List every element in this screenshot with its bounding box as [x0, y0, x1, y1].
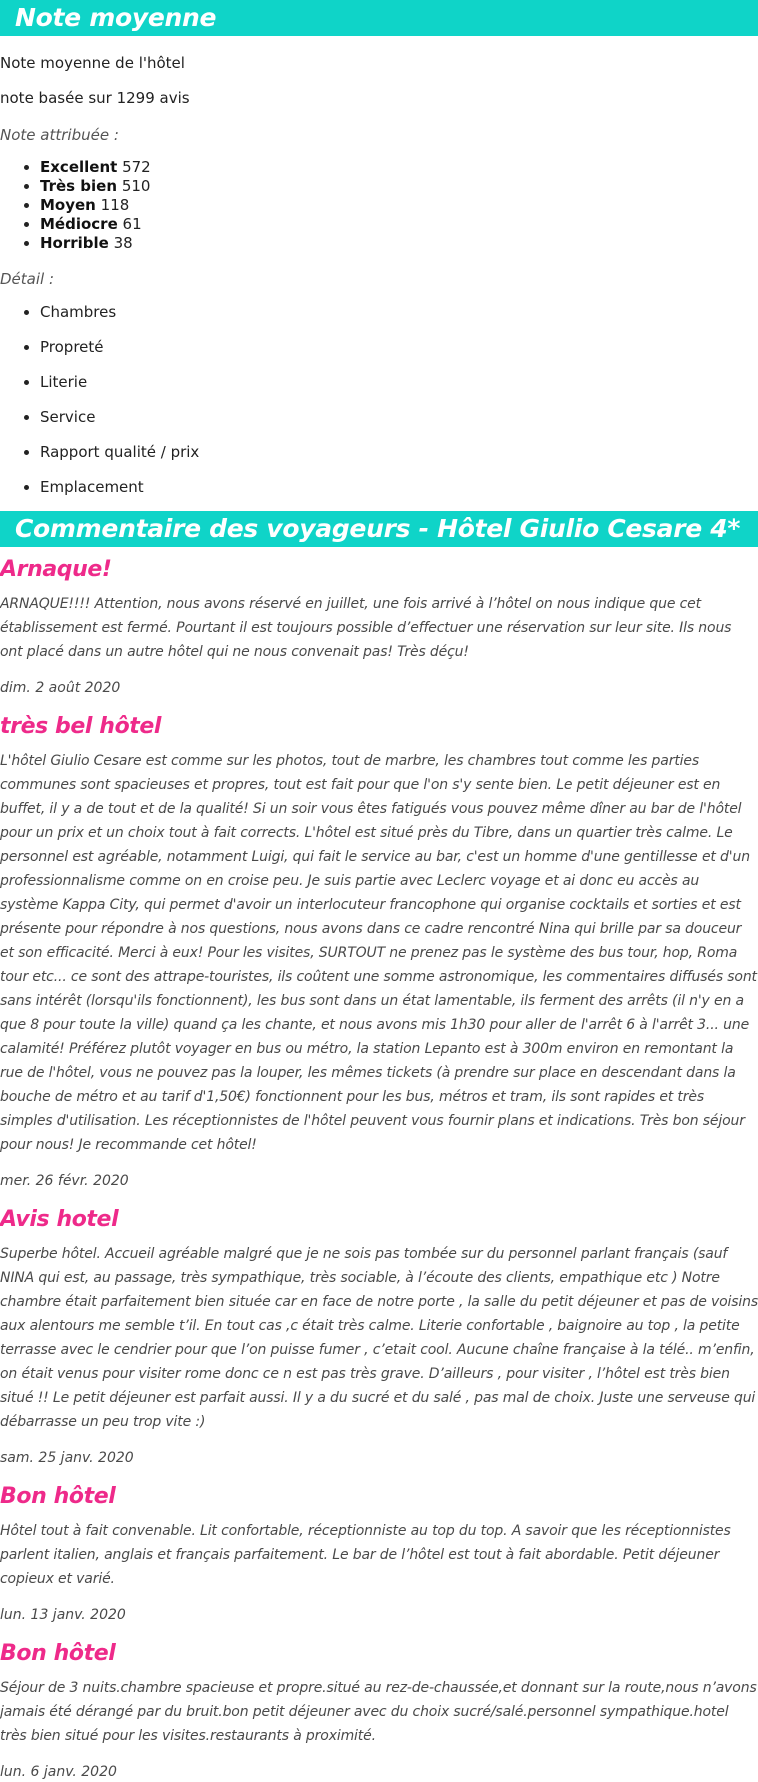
review-title: Bon hôtel: [0, 1641, 116, 1666]
review-date: dim. 2 août 2020: [0, 680, 121, 696]
detail-item-service: • Service: [40, 408, 758, 427]
review-item: [0, 1639, 758, 1782]
review-date: lun. 13 janv. 2020: [0, 1607, 126, 1623]
reviews-section: [0, 555, 758, 1782]
scores-list: [0, 158, 758, 253]
score-item-mediocre: [40, 215, 758, 234]
review-body: Superbe hôtel. Accueil agréable malgré que je ne sois pas tombée sur du personnel parlant français (sauf NINA qui est, au passage, très sympathique, très sociable, à l’écoute des clients, empathique etc ) Notre chambre était parfaitement bien située car en face de notre porte , la salle du petit déjeuner et pas de voisins aux alentours me semble t’il. En tout cas ,c était très calme. Literie confortable , baignoire au top , la petite terrasse avec le cendrier pour que l’on puisse fumer , c’etait cool. Aucune chaîne française à la télé.. m’enfin, on était venus pour visiter rome donc ce n est pas très grave. D’ailleurs , pour visiter , l’hôtel est très bien situé !! Le petit déjeuner est parfait aussi. Il y a du sucré et du salé , pas mal de choix. Juste une serveuse qui débarrasse un peu trop vite :): [0, 1246, 758, 1430]
score-label: Horrible: [40, 234, 109, 252]
review-title: Bon hôtel: [0, 1484, 116, 1509]
score-label: Moyen: [40, 196, 96, 214]
review-item: [0, 1482, 758, 1625]
review-item: [0, 1205, 758, 1468]
detail-item-rapport-qualite-prix: • Rapport qualité / prix: [40, 443, 758, 462]
score-item-excellent: [40, 158, 758, 177]
review-title: Arnaque!: [0, 557, 112, 582]
review-date: lun. 6 janv. 2020: [0, 1764, 117, 1780]
score-count: 38: [113, 234, 133, 252]
score-label: Excellent: [40, 158, 118, 176]
review-item: [0, 555, 758, 698]
review-title: très bel hôtel: [0, 714, 162, 739]
score-count: 510: [121, 177, 151, 195]
review-body: L'hôtel Giulio Cesare est comme sur les photos, tout de marbre, les chambres tout comme les parties communes sont spacieuses et propres, tout est fait pour que l'on s'y sente bien. Le petit déjeuner est en buffet, il y a de tout et de la qualité! Si un soir vous êtes fatigués vous pouvez même dîner au bar de l'hôtel pour un prix et un choix tout à fait corrects. L'hôtel est situé près du Tibre, dans un quartier très calme. Le personnel est agréable, notamment Luigi, qui fait le service au bar, c'est un homme d'une gentillesse et d'un professionnalisme comme on en croise peu. Je suis partie avec Leclerc voyage et ai donc eu accès au système Kappa City, qui permet d'avoir un interlocuteur francophone qui organise cocktails et sorties et est présente pour répondre à nos questions, nous avons dans ce cadre rencontré Nina qui brille par sa douceur et son efficacité. Merci à eux! Pour les visites, SURTOUT ne prenez pas le système des bus tour, hop, Roma tour etc... ce sont des attrape-touristes, ils coûtent une somme astronomique, les commentaires diffusés sont sans intérêt (lorsqu'ils fonctionnent), les bus sont dans un état lamentable, ils ferment des arrêts (il n'y en a que 8 pour toute la ville) quand ça les chante, et nous avons mis 1h30 pour aller de l'arrêt 6 à l'arrêt 3... une calamité! Préférez plutôt voyager en bus ou métro, la station Lepanto est à 300m environ en remontant la rue de l'hôtel, vous ne pouvez pas la louper, les mêmes tickets (à prendre sur place en descendant dans la bouche de métro et au tarif d'1,50€) fonctionnent pour les bus, métros et tram, ils sont rapides et très simples d'utilisation. Les réceptionnistes de l'hôtel peuvent vous fournir plans et indications. Très bon séjour pour nous! Je recommande cet hôtel!: [0, 753, 757, 1153]
rating-heading: Note moyenne: [0, 0, 758, 36]
detail-list: [0, 303, 758, 497]
score-label: Très bien: [40, 177, 118, 195]
detail-label: Détail :: [0, 270, 55, 288]
review-title: Avis hotel: [0, 1207, 119, 1232]
scores-label: Note attribuée :: [0, 126, 119, 144]
score-label: Médiocre: [40, 215, 118, 233]
detail-item-chambres: • Chambres: [40, 303, 758, 322]
detail-item-emplacement: • Emplacement: [40, 478, 758, 497]
score-item-horrible: [40, 234, 758, 253]
comments-heading: Commentaire des voyageurs - Hôtel Giulio Cesare 4*: [0, 511, 758, 547]
review-body: Hôtel tout à fait convenable. Lit confortable, réceptionniste au top du top. A savoir que les réceptionnistes parlent italien, anglais et français parfaitement. Le bar de l’hôtel est tout à fait abordable. Petit déjeuner copieux et varié.: [0, 1523, 731, 1587]
score-count: 118: [100, 196, 130, 214]
score-count: 572: [122, 158, 151, 176]
detail-item-literie: • Literie: [40, 373, 758, 392]
review-item: [0, 712, 758, 1191]
rating-basis: note basée sur 1299 avis: [0, 89, 190, 107]
score-item-tres-bien: [40, 177, 758, 196]
review-body: Séjour de 3 nuits.chambre spacieuse et propre.situé au rez-de-chaussée,et donnant sur la route,nous n’avons jamais été dérangé par du bruit.bon petit déjeuner avec du choix sucré/salé.personnel sympathique.hotel très bien situé pour les visites.restaurants à proximité.: [0, 1680, 757, 1744]
detail-item-proprete: • Propreté: [40, 338, 758, 357]
score-count: 61: [122, 215, 142, 233]
score-item-moyen: [40, 196, 758, 215]
review-date: sam. 25 janv. 2020: [0, 1450, 134, 1466]
review-date: mer. 26 févr. 2020: [0, 1173, 129, 1189]
rating-section: [0, 54, 758, 497]
review-body: ARNAQUE!!!! Attention, nous avons réservé en juillet, une fois arrivé à l’hôtel on nous indique que cet établissement est fermé. Pourtant il est toujours possible d’effectuer une réservation sur leur site. Ils nous ont placé dans un autre hôtel qui ne nous convenait pas! Très déçu!: [0, 596, 732, 660]
rating-subtitle: Note moyenne de l'hôtel: [0, 54, 185, 72]
